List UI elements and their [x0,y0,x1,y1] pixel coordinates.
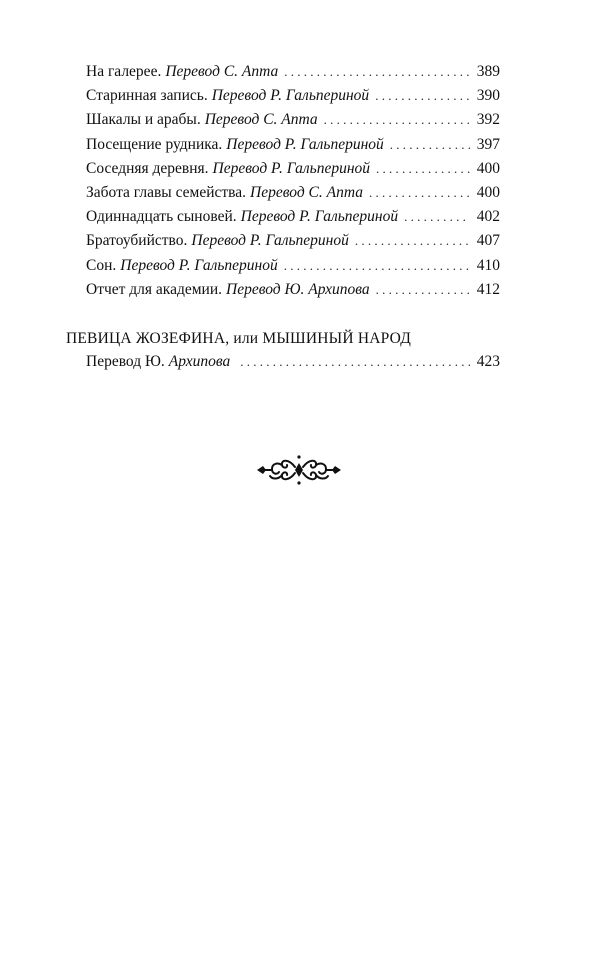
toc-entry-title: На галерее. [86,63,162,80]
toc-entry-translator: Перевод С. Апта [250,183,363,201]
toc-entry-title: Братоубийство. [86,232,188,250]
toc-entry [86,157,500,181]
section-block [66,328,500,374]
toc-entry-page: 390 [476,87,500,105]
section-heading: ПЕВИЦА ЖОЗЕФИНА, или МЫШИНЫЙ НАРОД [66,330,412,347]
toc-entry-page: 410 [476,256,500,274]
toc-entry-translator: Перевод Р. Гальпериной [191,232,349,250]
toc-entry [86,84,500,108]
toc-entry [86,181,500,205]
toc-entry-page: 407 [476,232,500,250]
toc-entry [86,205,500,229]
floral-ornament-icon [255,450,343,490]
toc-entry-page: 392 [476,111,500,129]
toc-entry [86,108,500,132]
toc-entry-translator: Перевод Р. Гальпериной [120,256,278,274]
dot-leader [375,84,470,108]
toc-entry-title: Забота главы семейства. [86,183,247,201]
dot-leader [284,60,470,84]
toc-entry-title: Старинная запись. [86,87,208,105]
toc-entry [86,133,500,157]
dot-leader [376,278,470,302]
toc-entry-page: 397 [476,135,500,153]
toc-entry [86,278,500,302]
dot-leader [355,229,470,253]
toc-entry-title: Сон. [86,256,117,274]
dot-leader [369,181,470,205]
toc-entry [86,60,500,84]
dot-leader [376,157,470,181]
toc-entry-translator: Перевод Р. Гальпериной [226,135,384,153]
toc-entry-page: 400 [476,183,500,201]
toc-entry-page: 412 [476,280,500,298]
section-entry-prefix: Перевод Ю. [86,353,165,370]
toc-entry-title: Отчет для академии. [86,280,223,298]
toc-entry-translator: Перевод Р. Гальпериной [240,208,399,226]
dot-leader [284,254,470,278]
toc-entry-translator: Перевод Ю. Архипова [226,280,370,298]
toc-entry-page: 400 [476,159,500,177]
toc-entry-title: Одиннадцать сыновей. [86,208,237,226]
toc-entry [86,229,500,253]
toc-entry [86,254,500,278]
dot-leader [404,205,470,229]
toc-entry-title: Соседняя деревня. [86,159,209,177]
section-entry-page: 423 [476,353,500,370]
dot-leader [390,133,470,157]
toc-entry-translator: Перевод Р. Гальпериной [211,87,370,105]
toc-entry-page: 402 [476,208,500,226]
toc-entry-translator: Перевод С. Апта [204,111,318,129]
toc-entry-page: 389 [476,63,500,80]
section-entry [86,350,500,374]
toc-entry-translator: Перевод Р. Гальпериной [212,159,371,177]
table-of-contents [86,60,500,302]
dot-leader [240,350,470,374]
dot-leader [324,108,470,132]
toc-entry-translator: Перевод С. Апта [165,63,279,80]
toc-entry-title: Шакалы и арабы. [86,111,201,129]
toc-entry-title: Посещение рудника. [86,135,223,153]
section-entry-translator: Архипова [168,353,231,370]
